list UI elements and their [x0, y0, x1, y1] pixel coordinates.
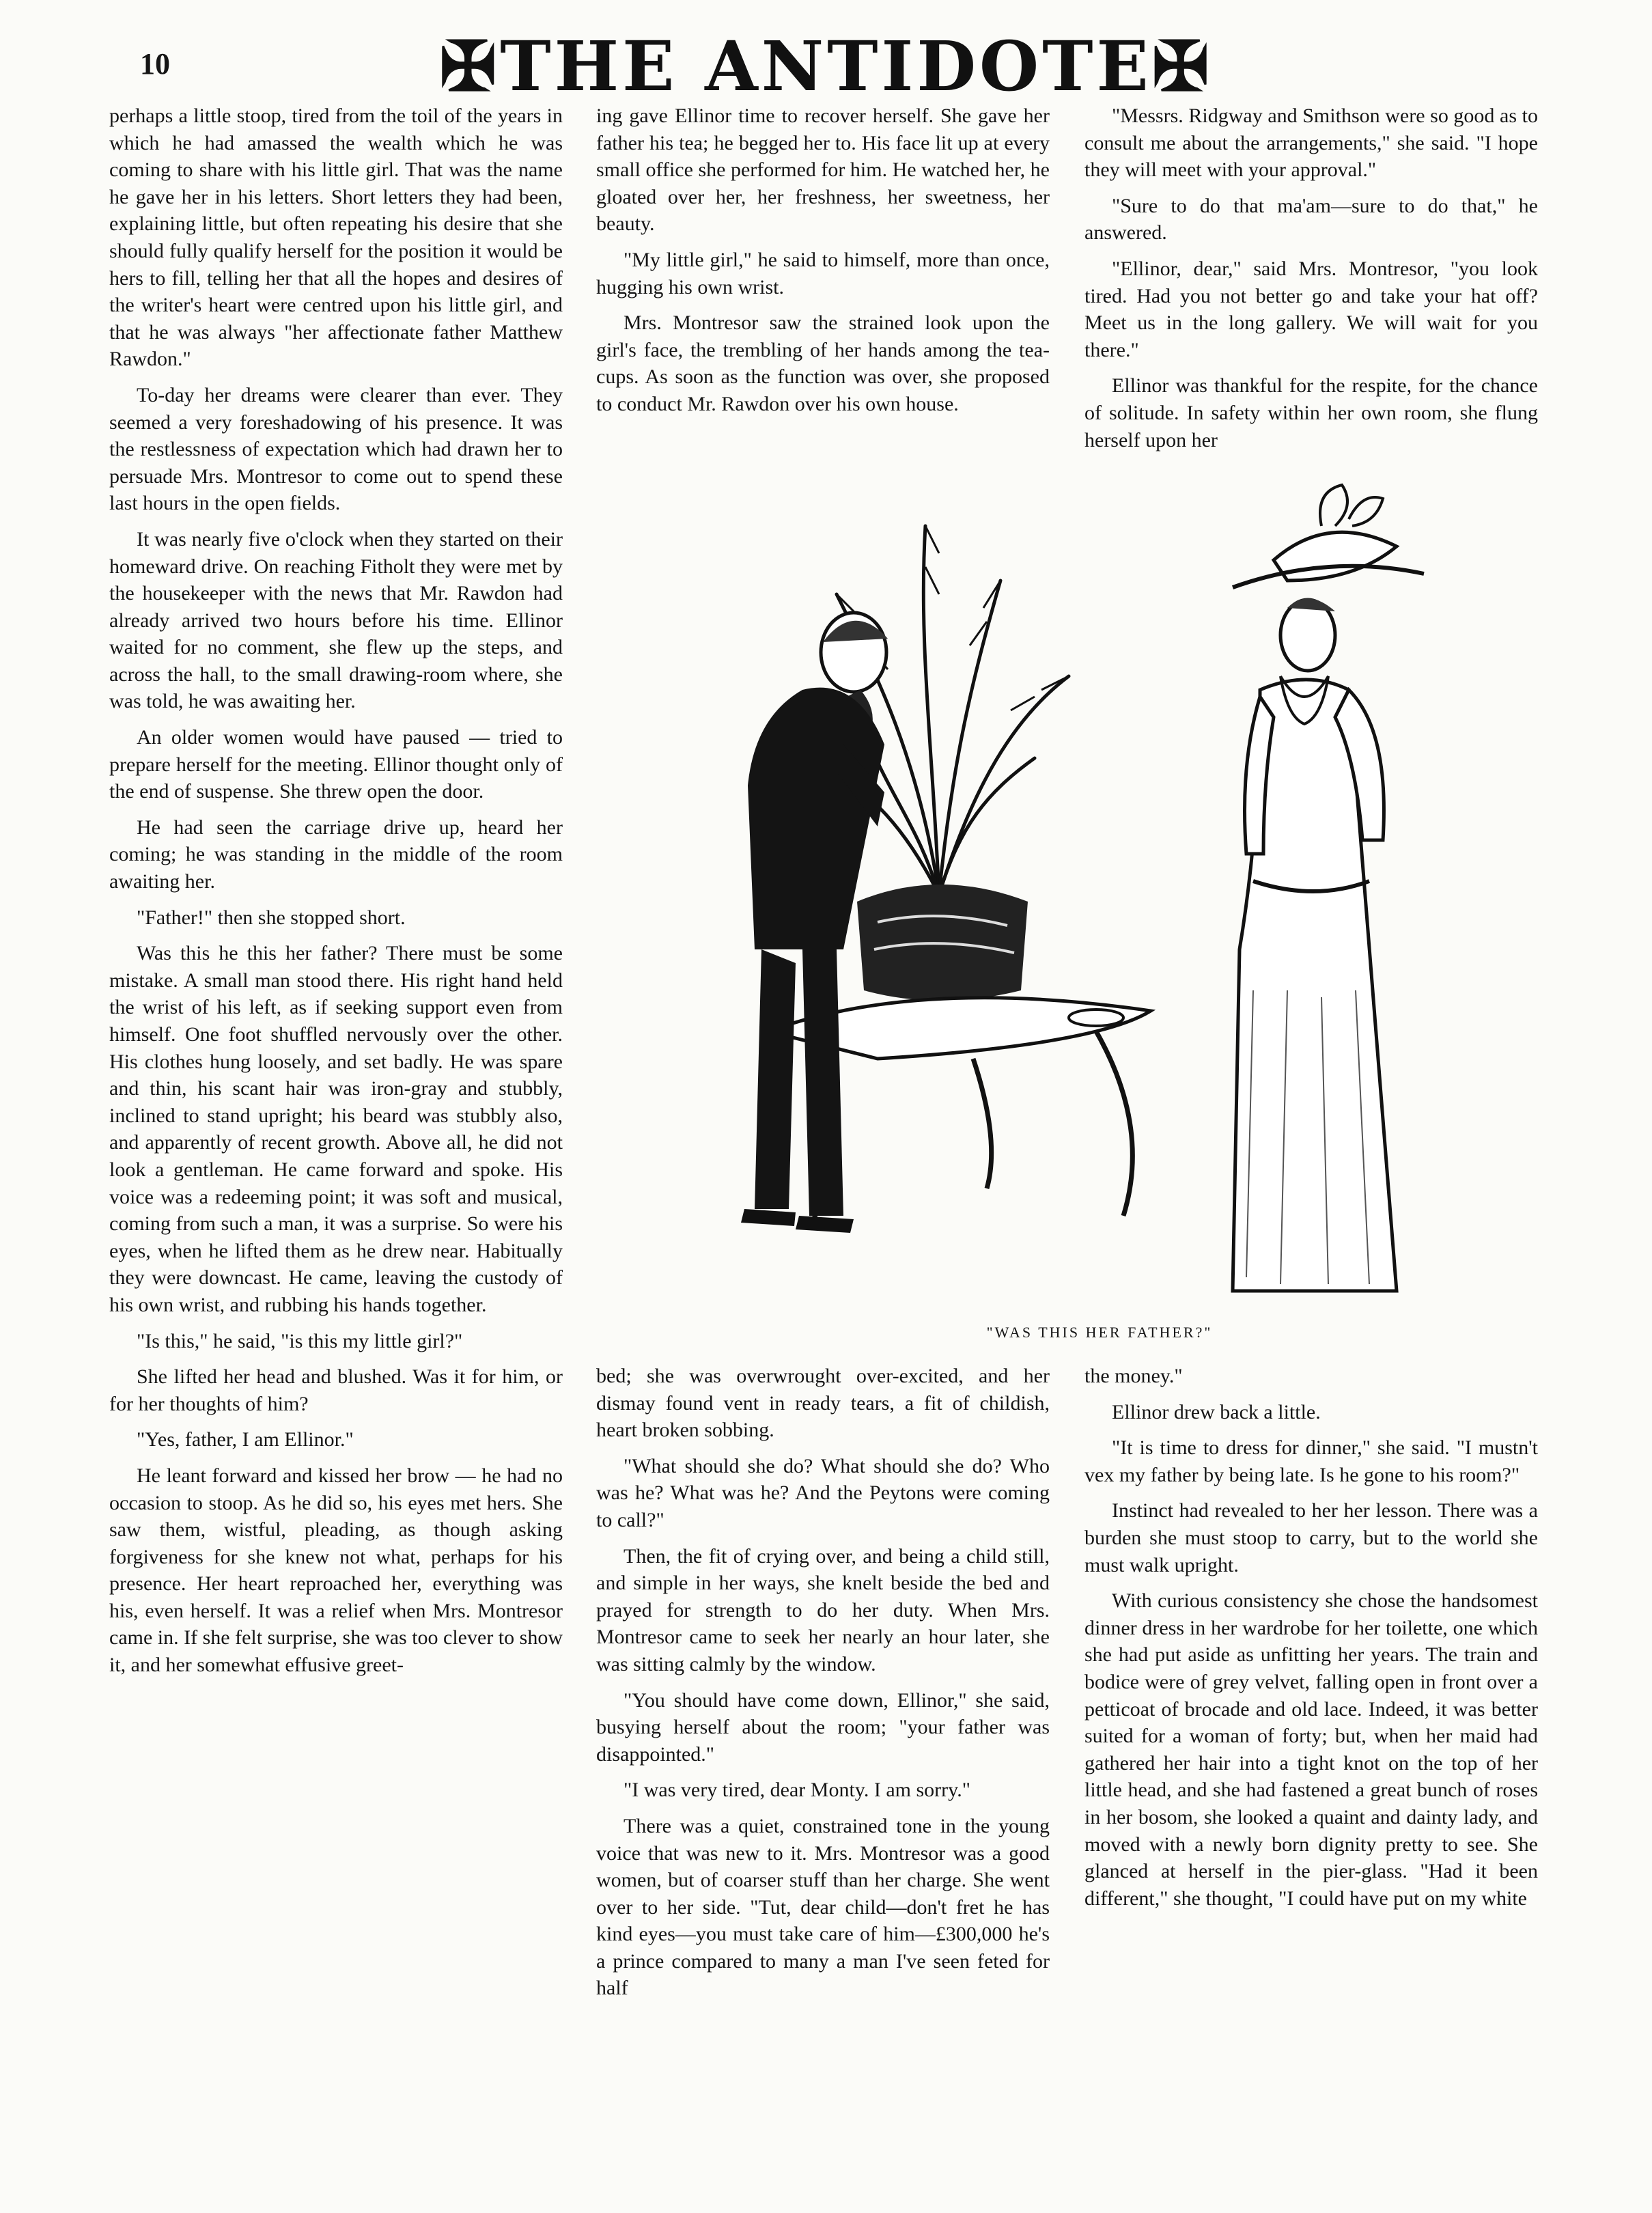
paragraph: Ellinor was thankful for the respite, for the chance of solitude. In safety within her own room, she flung herself upon her [1084, 374, 1538, 451]
column-middle-top [596, 102, 1050, 427]
paragraph: bed; she was overwrought over-excited, and her dismay found vent in ready tears, a fit of childish, heart broken sobbing. [596, 1365, 1050, 1442]
paragraph: "My little girl," he said to himself, more than once, hugging his own wrist. [596, 248, 1050, 298]
illustration [714, 471, 1431, 1325]
paragraph: He had seen the carriage drive up, heard her coming; he was standing in the middle of the room awaiting her. [109, 816, 563, 893]
column-middle-bottom [596, 1363, 1050, 2011]
paragraph: Instinct had revealed to her her lesson. There was a burden she must stoop to carry, but to the world she must walk upright. [1084, 1499, 1538, 1576]
page-number: 10 [140, 47, 170, 81]
paragraph: It was nearly five o'clock when they started on their homeward drive. On reaching Fitholt they were met by the housekeeper with the news that Mr. Rawdon had already arrived two hours before his time. Ellinor waited for no comment, she flew up the steps, and across the hall, to the small drawing-room where, she was told, he was awaiting her. [109, 527, 563, 713]
paragraph: perhaps a little stoop, tired from the toil of the years in which he had amassed the wealth which he was coming to share with his little girl. That was the name he gave her in his letters. Short letters they had been, explaining little, but often repeating his desire that she should fully qualify herself for the position it would be hers to fill, telling her that all the hopes and desires of the writer's heart were centred upon his little girl, and that he was always "her affectionate father Matthew Rawdon." [109, 105, 563, 371]
paragraph: "I was very tired, dear Monty. I am sorry." [624, 1779, 970, 1802]
paragraph: the money." [1084, 1365, 1183, 1387]
paragraph: "Father!" then she stopped short. [137, 906, 406, 929]
paragraph: "Is this," he said, "is this my little girl?" [137, 1329, 463, 1352]
paragraph: "It is time to dress for dinner," she said. "I mustn't vex my father by being late. Is he gone to his room?" [1084, 1436, 1538, 1486]
column-right-top [1084, 102, 1538, 462]
paragraph: Mrs. Montresor saw the strained look upon the girl's face, the trembling of her hands among the tea-cups. As soon as the function was over, she proposed to conduct Mr. Rawdon over his own house. [596, 311, 1050, 415]
paragraph: "What should she do? What should she do? Who was he? What was he? And the Peytons were coming to call?" [596, 1454, 1050, 1531]
paragraph: There was a quiet, constrained tone in the young voice that was new to it. Mrs. Montresor was a good women, but of coarser stuff than her charge. She went over to her side. "Tut, dear child—don't fret he has kind eyes—you must take care of him—£300,000 he's a prince compared to many a man I've seen feted for half [596, 1814, 1050, 2000]
paragraph: "Sure to do that ma'am—sure to do that," he answered. [1084, 194, 1538, 245]
paragraph: With curious consistency she chose the handsomest dinner dress in her wardrobe for her toilette, one which she had put aside as unfitting her years. The train and bodice were of grey velvet, falling open in front over a petticoat of brocade and old lace. Indeed, it was better suited for a woman of forty; but, when her maid had gathered her hair into a tight knot on the top of her little head, and she had fastened a great bunch of roses in her bosom, she looked a quaint and dainty lady, and moved with a newly born dignity pretty to see. She glanced at herself in the pier-glass. "Had it been different," she thought, "I could have put on my white [1084, 1589, 1538, 1910]
paragraph: An older women would have paused — tried to prepare herself for the meeting. Ellinor thought only of the end of suspense. She threw open the door. [109, 726, 563, 803]
paragraph: To-day her dreams were clearer than ever. They seemed a very foreshadowing of his presence. It was the restlessness of expectation which had drawn her to persuade Mrs. Montresor to come out to spend these last hours in the open fields. [109, 383, 563, 515]
masthead-title: ✠THE ANTIDOTE✠ [439, 26, 1213, 107]
paragraph: "You should have come down, Ellinor," she said, busying herself about the room; "your father was disappointed." [596, 1688, 1050, 1766]
illustration-caption: "WAS THIS HER FATHER?" [986, 1324, 1213, 1341]
paragraph: Ellinor drew back a little. [1112, 1400, 1321, 1423]
paragraph: She lifted her head and blushed. Was it for him, or for her thoughts of him? [109, 1365, 563, 1415]
column-right-bottom [1084, 1363, 1538, 1921]
paragraph: Was this he this her father? There must be some mistake. A small man stood there. His right hand held the wrist of his left, as if seeking support even from himself. One foot shuffled nervously over the other. His clothes hung loosely, and set badly. He was spare and thin, his scant hair was iron-gray and stubbly, inclined to stand upright; his beard was stubbly also, and apparently of recent growth. Above all, he did not look a gentleman. He came forward and spoke. His voice was a redeeming point; it was soft and musical, coming from such a man, it was a surprise. So were his eyes, when he lifted them as he drew near. Habitually they were downcast. He came, leaving the custody of his own wrist, and rubbing his hands together. [109, 942, 563, 1316]
paragraph: ing gave Ellinor time to recover herself. She gave her father his tea; he begged her to. His face lit up at every small office she performed for him. He watched her, he gloated over her, her freshness, her sweetness, her beauty. [596, 105, 1050, 236]
paragraph: "Ellinor, dear," said Mrs. Montresor, "you look tired. Had you not better go and take your hat off? Meet us in the long gallery. We will wait for you there." [1084, 257, 1538, 361]
paragraph: Then, the fit of crying over, and being a child still, and simple in her ways, she knelt beside the bed and prayed for strength to do her duty. When Mrs. Montresor came to seek her nearly an hour later, she was sitting calmly by the window. [596, 1544, 1050, 1675]
column-left [109, 102, 563, 1688]
paragraph: "Yes, father, I am Ellinor." [137, 1428, 354, 1451]
paragraph: He leant forward and kissed her brow — he had no occasion to stoop. As he did so, his eyes met hers. She saw them, wistful, pleading, as though asking forgiveness for she knew not what, perhaps for his presence. Her heart reproached her, everything was his, even herself. It was a relief when Mrs. Montresor came in. If she felt surprise, she was too clever to show it, and her somewhat effusive greet- [109, 1464, 563, 1677]
paragraph: "Messrs. Ridgway and Smithson were so good as to consult me about the arrangements," she said. "I hope they will meet with your approval." [1084, 105, 1538, 182]
